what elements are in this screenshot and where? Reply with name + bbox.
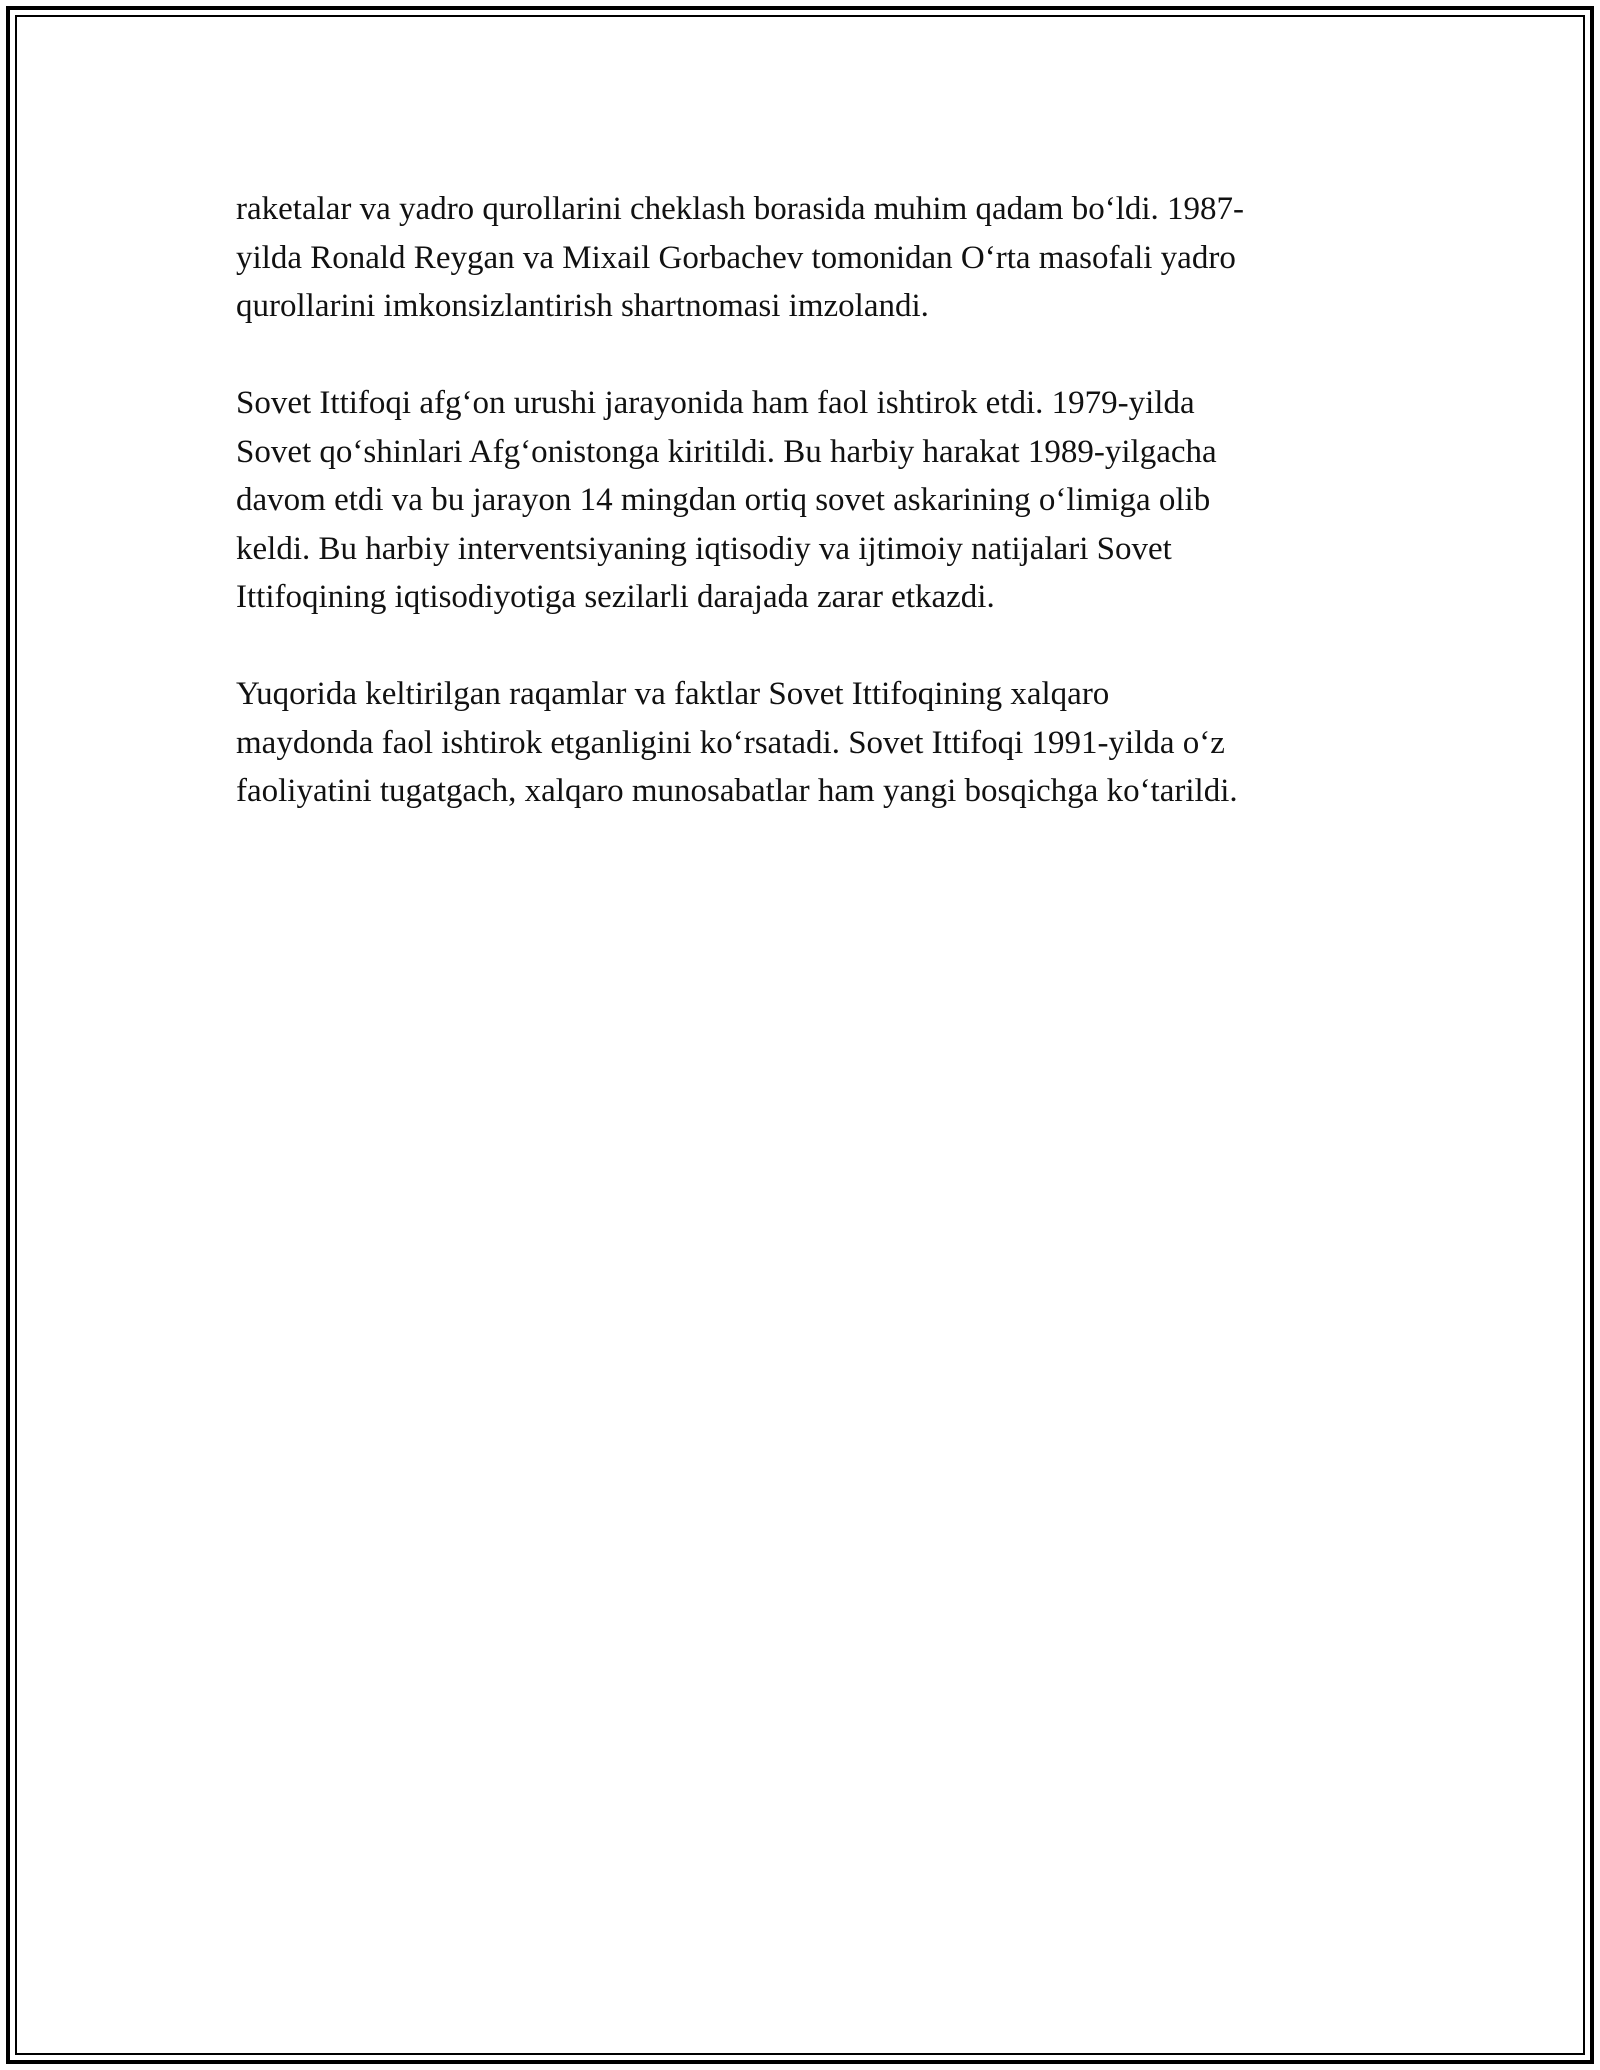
paragraph-1 [236,185,1366,331]
paragraph-3 [236,670,1366,816]
paragraph-2 [236,379,1366,622]
paragraph-line: maydonda faol ishtirok etganligini ko‘rsatadi. Sovet Ittifoqi 1991-yilda o‘z [236,724,1225,761]
paragraph-line: raketalar va yadro qurollarini cheklash borasida muhim qadam bo‘ldi. 1987- [236,191,1245,227]
paragraph-line: qurollarini imkonsizlantirish shartnomasi imzolandi. [236,288,929,324]
paragraph-line: Ittifoqining iqtisodiyotiga sezilarli darajada zarar etkazdi. [236,579,995,615]
paragraph-line: Sovet Ittifoqi afg‘on urushi jarayonida ham faol ishtirok etdi. 1979-yilda [236,385,1195,421]
paragraph-line: Sovet qo‘shinlari Afg‘onistonga kiritildi. Bu harbiy harakat 1989-yilgacha [236,433,1217,470]
paragraph-line: Yuqorida keltirilgan raqamlar va faktlar Sovet Ittifoqining xalqaro [236,676,1110,712]
paragraph-line: davom etdi va bu jarayon 14 mingdan ortiq sovet askarining o‘limiga olib [236,482,1211,518]
paragraph-line: keldi. Bu harbiy interventsiyaning iqtisodiy va ijtimoiy natijalari Sovet [236,530,1172,567]
paragraph-line: yilda Ronald Reygan va Mixail Gorbachev tomonidan O‘rta masofali yadro [236,239,1236,276]
document-body [236,185,1366,864]
paragraph-line: faoliyatini tugatgach, xalqaro munosabatlar ham yangi bosqichga ko‘tarildi. [236,773,1238,809]
